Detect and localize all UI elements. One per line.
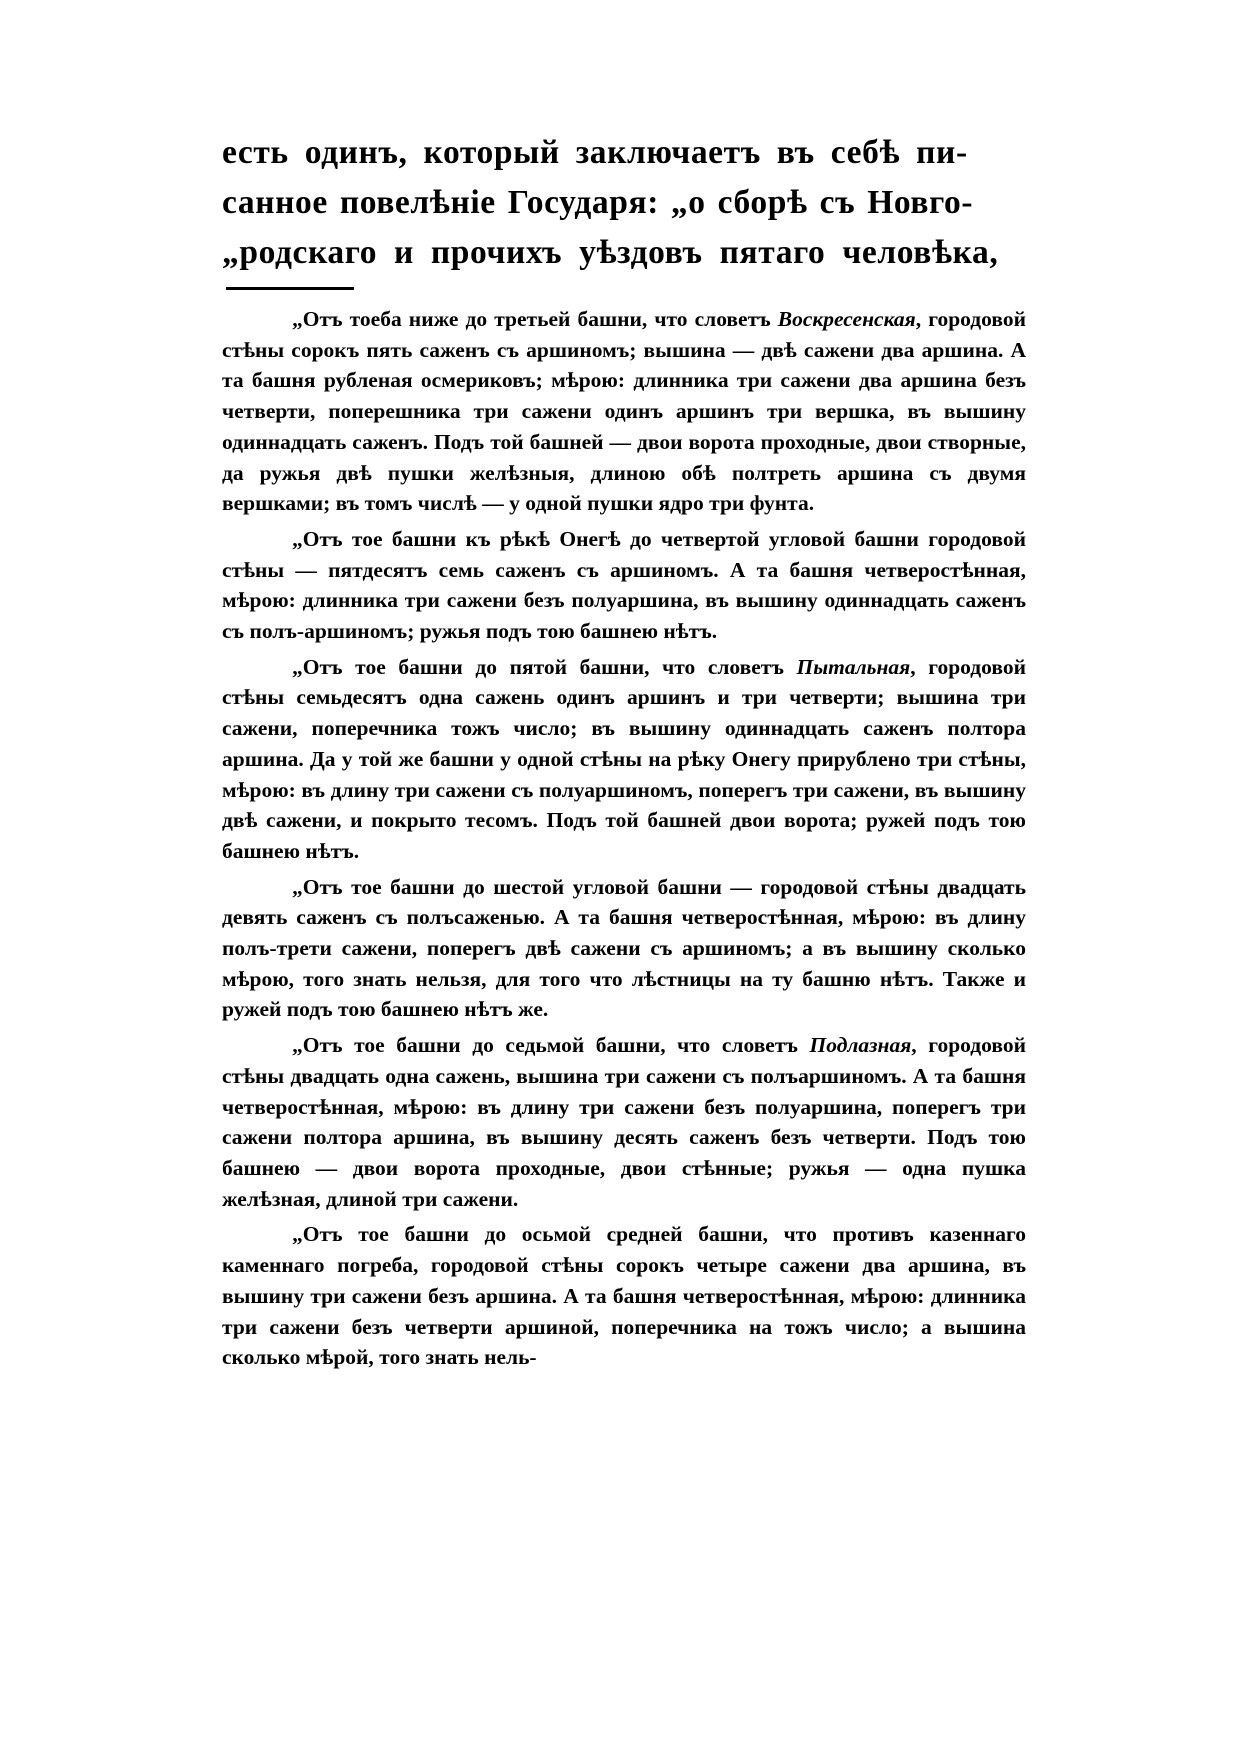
footnote-text: „Отъ тое башни до седьмой башни, что словетъ xyxy=(292,1033,810,1058)
footnote-text: , городовой стѣны семьдесятъ одна сажень одинъ аршинъ и три четверти; вышина три сажени, поперечника тожъ число; въ вышину одиннадцать саженъ полтора аршина. Да у той же башни у одной стѣны на рѣку Онегу прирублено три стѣны, мѣрою: въ длину три сажени съ полуаршиномъ, поперегъ три сажени, въ вышину двѣ сажени, и покрыто тесомъ. Подъ той башней двои ворота; ружей подъ тою башнею нѣтъ. xyxy=(222,654,1026,863)
footnote-paragraph xyxy=(222,524,1026,647)
footnote-text: „Отъ тое башни до шестой угловой башни — городовой стѣны двадцать девять саженъ съ полъсаженью. А та башня четверостѣнная, мѣрою: въ длину полъ-трети сажени, поперегъ двѣ сажени съ аршиномъ; а въ вышину сколько мѣрою, того знать нельзя, для того что лѣстницы на ту башню нѣтъ. Также и ружей подъ тою башнею нѣтъ же. xyxy=(222,874,1026,1022)
main-text-line: „родскаго и прочихъ уѣздовъ пятаго человѣка, xyxy=(222,234,999,271)
footnote-text: „Отъ тоеба ниже до третьей башни, что словетъ xyxy=(292,307,778,331)
book-page xyxy=(222,128,1026,1373)
footnote-paragraph xyxy=(222,652,1026,867)
main-text-line: есть одинъ, который заключаетъ въ себѣ пи- xyxy=(222,134,968,171)
footnote-separator-rule xyxy=(226,287,354,290)
footnotes-block xyxy=(222,304,1026,1373)
footnote-text: , городовой стѣны сорокъ пять саженъ съ аршиномъ; вышина — двѣ сажени два аршина. А та башня рубленая осмериковъ; мѣрою: длинника три сажени два аршина безъ четверти, поперешника три сажени одинъ аршинъ три вершка, въ вышину одиннадцать саженъ. Подъ той башней — двои ворота проходные, двои створные, да ружья двѣ пушки желѣзныя, длиною обѣ полтреть аршина съ двумя вершками; въ томъ числѣ — у одной пушки ядро три фунта. xyxy=(222,307,1026,516)
footnote-text: , городовой стѣны двадцать одна сажень, вышина три сажени съ полъаршиномъ. А та башня четверостѣнная, мѣрою: въ длину три сажени безъ полуаршина, поперегъ три сажени полтора аршина, въ вышину десять саженъ безъ четверти. Подъ тою башнею — двои ворота проходные, двои стѣнные; ружья — одна пушка желѣзная, длиной три сажени. xyxy=(222,1033,1026,1211)
tower-name: Воскресенская xyxy=(777,307,916,331)
tower-name: Подлазная xyxy=(809,1033,912,1058)
footnote-text: „Отъ тое башни до пятой башни, что словетъ xyxy=(292,654,797,679)
footnote-paragraph xyxy=(222,1219,1026,1373)
main-text-line: санное повелѣніе Государя: „о сборѣ съ Новго- xyxy=(222,184,974,221)
main-text-block xyxy=(222,128,1026,278)
footnote-paragraph xyxy=(222,1030,1026,1214)
footnote-text: „Отъ тое башни къ рѣкѣ Онегѣ до четвертой угловой башни городовой стѣны — пятдесятъ семь саженъ съ аршиномъ. А та башня четверостѣнная, мѣрою: длинника три сажени безъ полуаршина, въ вышину одиннадцать саженъ съ полъ-аршиномъ; ружья подъ тою башнею нѣтъ. xyxy=(222,526,1026,644)
tower-name: Пытальная xyxy=(796,654,911,679)
footnote-paragraph xyxy=(222,872,1026,1026)
footnote-text: „Отъ тое башни до осьмой средней башни, что противъ казеннаго каменнаго погреба, городовой стѣны сорокъ четыре сажени два аршина, въ вышину три сажени безъ аршина. А та башня четверостѣнная, мѣрою: длинника три сажени безъ четверти аршиной, поперечника на тожъ число; а вышина сколько мѣрой, того знать нель- xyxy=(222,1222,1026,1370)
footnote-paragraph xyxy=(222,304,1026,519)
